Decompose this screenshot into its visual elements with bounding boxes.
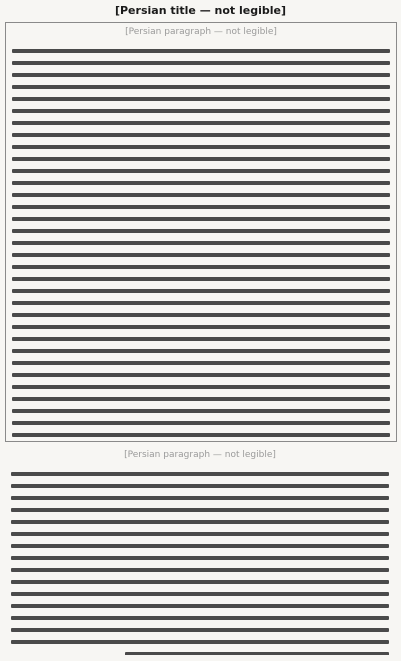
text-line [12,157,390,161]
text-line [11,472,389,476]
text-line [12,205,390,209]
text-line [12,433,390,437]
body-lower-placeholder: [Persian paragraph — not legible] [124,450,276,460]
text-line [12,169,390,173]
text-line [12,109,390,113]
text-line [12,253,390,257]
text-line [12,301,390,305]
text-line [11,508,389,512]
text-line [12,277,390,281]
text-line [12,241,390,245]
text-line [11,496,389,500]
text-line [11,544,389,548]
body-upper-placeholder: [Persian paragraph — not legible] [125,27,277,37]
text-line [12,409,390,413]
text-line [125,652,389,655]
text-line [11,556,389,560]
text-line [12,229,390,233]
text-line [12,349,390,353]
text-line [12,217,390,221]
text-line [11,640,389,644]
text-line [12,373,390,377]
notice-body-upper [5,22,397,442]
text-line [12,397,390,401]
text-line [12,145,390,149]
text-line [12,265,390,269]
text-line [12,61,390,65]
text-line [12,85,390,89]
text-line [12,133,390,137]
text-line [12,313,390,317]
text-line [12,49,390,53]
text-line [12,193,390,197]
text-line [12,421,390,425]
text-line [11,520,389,524]
text-line [12,73,390,77]
text-line [12,121,390,125]
text-line [12,289,390,293]
text-line [11,628,389,632]
text-line [11,532,389,536]
text-line [12,325,390,329]
notice-body-lower [5,446,395,655]
text-line [12,361,390,365]
text-line [11,568,389,572]
text-line [11,592,389,596]
text-line [12,97,390,101]
notice-title: [Persian title — not legible] [114,4,287,17]
text-line [12,181,390,185]
text-line [11,604,389,608]
text-line [11,484,389,488]
text-line [12,385,390,389]
text-line [12,337,390,341]
text-line [11,616,389,620]
text-line [11,580,389,584]
